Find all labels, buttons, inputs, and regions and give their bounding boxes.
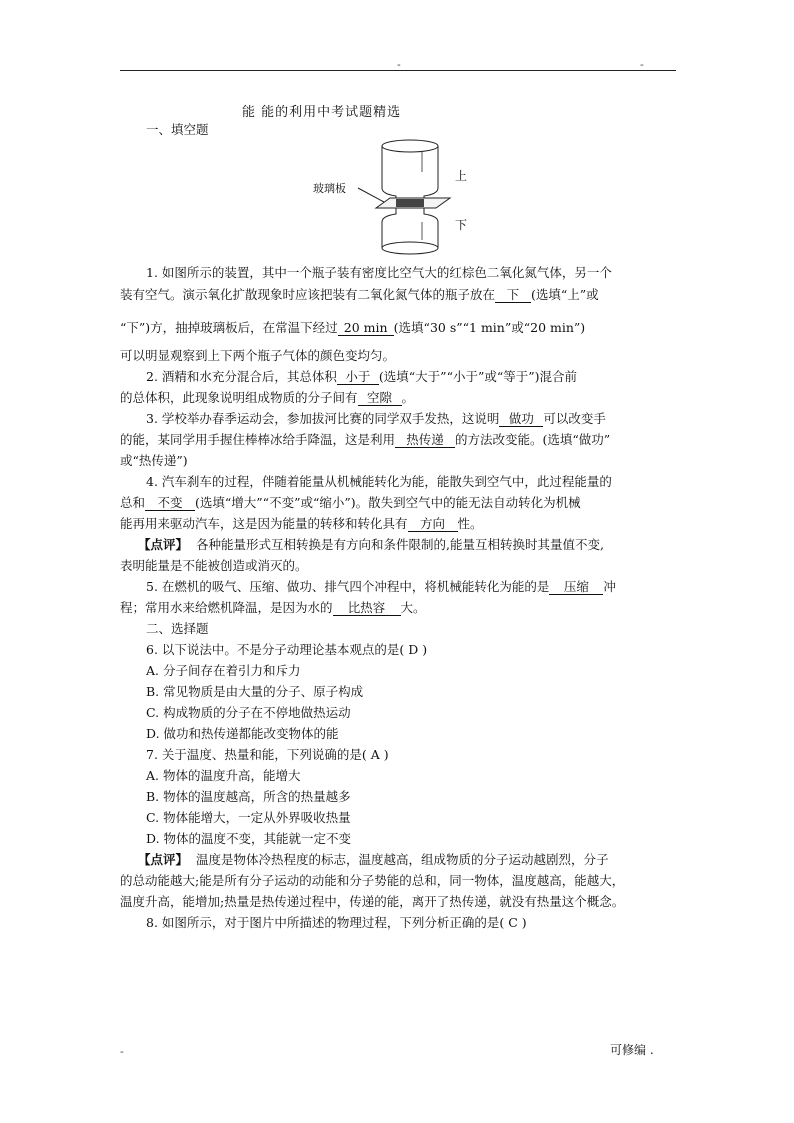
q3-text: 可以改变手 (543, 411, 606, 426)
q1-line-4: 可以明显观察到上下两个瓶子气体的颜色变均匀。 (120, 348, 396, 363)
q1-text: 装有空气。演示氧化扩散现象时应该把装有二氧化氮气体的瓶子放在 (120, 287, 496, 302)
q6-option-b: B. 常见物质是由大量的分子、原子构成 (146, 684, 364, 699)
q4-text: (选填“增大”“不变”或“缩小”)。散失到空气中的能无法自动转化为机械 (195, 495, 581, 510)
q3-text: 3. 学校举办春季运动会，参加拔河比赛的同学双手发热，这说明 (146, 411, 500, 426)
comment-tag: 【点评】 (138, 537, 189, 552)
q1-answer-1: 下 (495, 288, 531, 303)
q3-line-2 (120, 429, 680, 450)
comment-text: 温度是物体冷热程度的标志，温度越高，组成物质的分子运动越剧烈，分子 (195, 852, 609, 867)
footer-mark-left: - (120, 1045, 124, 1058)
q4-text: 性。 (457, 516, 483, 531)
comment-2-line-2: 的总动能越大;能是所有分子运动的动能和分子势能的总和，同一物体，温度越高，能越大， (120, 873, 625, 888)
diffusion-apparatus-figure (350, 132, 480, 258)
section-heading-fill-in: 一、填空题 (146, 122, 209, 137)
glass-plate-label: 玻璃板 (313, 182, 346, 195)
bottles-diagram (350, 132, 480, 258)
q5-text: 5. 在燃机的吸气、压缩、做功、排气四个冲程中，将机械能转化为能的是 (146, 579, 550, 594)
header-mark-right: - (640, 58, 644, 71)
q2-line-2 (120, 387, 680, 408)
q4-text: 总和 (120, 495, 146, 510)
q5-line-1 (146, 576, 706, 597)
footer-editable-note: 可修编 . (610, 1043, 654, 1057)
q3-answer-2: 热传递 (395, 433, 455, 448)
q3-answer-1: 做功 (499, 412, 543, 427)
q6-option-a: A. 分子间存在着引力和斥力 (146, 663, 301, 678)
q3-text: 的能，某同学用手握住棒棒冰给手降温，这是利用 (120, 432, 396, 447)
q2-answer-2: 空隙 (358, 391, 402, 406)
q5-text: 程；常用水来给燃机降温，是因为水的 (120, 600, 333, 615)
q7-stem: 7. 关于温度、热量和能，下列说确的是( A ) (146, 747, 389, 762)
upper-label: 上 (455, 169, 468, 183)
q7-option-d: D. 物体的温度不变，其能就一定不变 (146, 831, 352, 846)
comment-2-line-3: 温度升高，能增加;热量是热传递过程中，传递的能，离开了热传递，就没有热量这个概念。 (120, 894, 625, 909)
comment-1-line-1 (138, 534, 698, 555)
q8-stem: 8. 如图所示，对于图片中所描述的物理过程，下列分析正确的是( C ) (146, 915, 527, 930)
q3-text: 的方法改变能。(选填“做功” (455, 432, 611, 447)
q1-text: (选填“上”或 (531, 287, 599, 302)
q4-answer-2: 方向 (408, 517, 458, 532)
q2-text: 2. 酒精和水充分混合后，其总体积 (146, 369, 337, 384)
q6-option-c: C. 构成物质的分子在不停地做热运动 (146, 705, 351, 720)
header-mark-left: - (397, 58, 401, 71)
q2-text: (选填“大于”“小于”或“等于”)混合前 (378, 369, 578, 384)
q4-line-2 (120, 492, 680, 513)
q1-line-2 (120, 284, 680, 305)
comment-tag: 【点评】 (138, 852, 189, 867)
section-heading-choice: 二、选择题 (146, 621, 209, 636)
lower-label: 下 (455, 218, 468, 232)
q2-text: 的总体积，此现象说明组成物质的分子间有 (120, 390, 358, 405)
q2-answer-1: 小于 (337, 370, 379, 385)
q7-option-b: B. 物体的温度越高，所含的热量越多 (146, 789, 351, 804)
q4-line-3 (120, 513, 680, 534)
comment-2-line-1 (138, 849, 698, 870)
comment-text: 各种能量形式互相转换是有方向和条件限制的,能量互相转换时其量值不变, (195, 537, 604, 552)
q1-answer-2: 20 min (338, 321, 394, 336)
q2-line-1 (146, 366, 706, 387)
q2-text: 。 (401, 390, 415, 405)
q5-text: 大。 (400, 600, 426, 615)
q3-line-3: 或“热传递”) (120, 453, 188, 468)
q7-option-a: A. 物体的温度升高，能增大 (146, 768, 301, 783)
q5-text: 冲 (603, 579, 616, 594)
q4-answer-1: 不变 (145, 496, 195, 511)
q1-line-1: 1. 如图所示的装置，其中一个瓶子装有密度比空气大的红棕色二氧化氮气体，另一个 (146, 265, 612, 280)
q1-text: (选填“30 s”“1 min”或“20 min”) (393, 320, 586, 335)
q3-line-1 (146, 408, 706, 429)
q5-line-2 (120, 597, 680, 618)
q6-stem: 6. 以下说法中。不是分子动理论基本观点的是( D ) (146, 642, 428, 657)
q5-answer-2: 比热容 (333, 601, 401, 616)
q4-text: 能再用来驱动汽车，这是因为能量的转移和转化具有 (120, 516, 408, 531)
q1-line-3 (120, 317, 680, 338)
q6-option-d: D. 做功和热传递都能改变物体的能 (146, 726, 339, 741)
q1-text: “下”)方，抽掉玻璃板后，在常温下经过 (120, 320, 338, 335)
q5-answer-1: 压缩 (549, 580, 603, 595)
q4-line-1: 4. 汽车刹车的过程，伴随着能量从机械能转化为能，能散失到空气中，此过程能量的 (146, 474, 612, 489)
q7-option-c: C. 物体能增大，一定从外界吸收热量 (146, 810, 351, 825)
comment-1-line-2: 表明能量是不能被创造或消灭的。 (120, 558, 308, 573)
page-title: 能 能的利用中考试题精选 (242, 105, 402, 120)
